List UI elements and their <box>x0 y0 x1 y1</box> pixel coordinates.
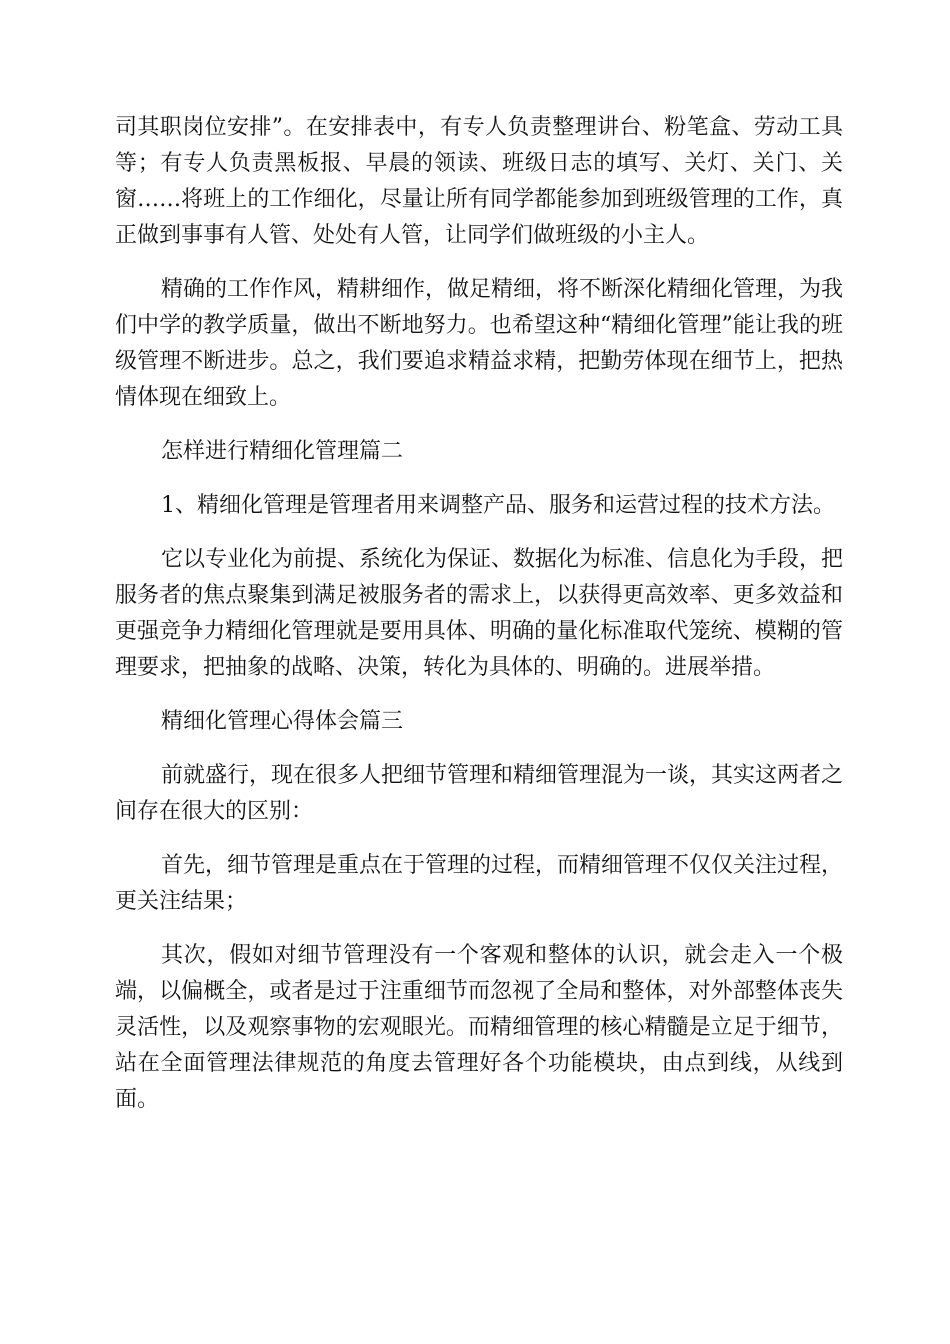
paragraph-intro-difference: 前就盛行，现在很多人把细节管理和精细管理混为一谈，其实这两者之间存在很大的区别： <box>115 763 844 824</box>
document-body <box>115 110 843 1136</box>
paragraph-definition: 1、精细化管理是管理者用来调整产品、服务和运营过程的技术方法。 <box>161 493 835 518</box>
section-heading-part-two: 怎样进行精细化管理篇二 <box>161 439 404 464</box>
paragraph-work-style: 精确的工作作风，精耕细作，做足精细，将不断深化精细化管理，为我们中学的教学质量，做出不断地努力。也希望这种“精细化管理”能让我的班级管理不断进步。总之，我们要追求精益求精，把勤劳体现在细节上，把热情体现在细致上。 <box>115 277 844 410</box>
paragraph-premise: 它以专业化为前提、系统化为保证、数据化为标准、信息化为手段，把服务者的焦点聚集到满足被服务者的需求上，以获得更高效率、更多效益和更强竞争力精细化管理就是要用具体、明确的量化标准取代笼统、模糊的管理要求，把抽象的战略、决策，转化为具体的、明确的。进展举措。 <box>115 547 844 680</box>
paragraph-second: 其次，假如对细节管理没有一个客观和整体的认识，就会走入一个极端，以偏概全，或者是过于注重细节而忽视了全局和整体，对外部整体丧失灵活性，以及观察事物的宏观眼光。而精细管理的核心精髓是立足于细节，站在全面管理法律规范的角度去管理好各个功能模块，由点到线，从线到面。 <box>115 943 843 1112</box>
section-heading-part-three: 精细化管理心得体会篇三 <box>161 709 404 734</box>
paragraph-first: 首先，细节管理是重点在于管理的过程，而精细管理不仅仅关注过程，更关注结果； <box>115 853 844 914</box>
paragraph-continued: 司其职岗位安排”。在安排表中，有专人负责整理讲台、粉笔盒、劳动工具等；有专人负责黑板报、早晨的领读、班级日志的填写、关灯、关门、关窗……将班上的工作细化，尽量让所有同学都能参加到班级管理的工作，真正做到事事有人管、处处有人管，让同学们做班级的小主人。 <box>115 115 843 248</box>
